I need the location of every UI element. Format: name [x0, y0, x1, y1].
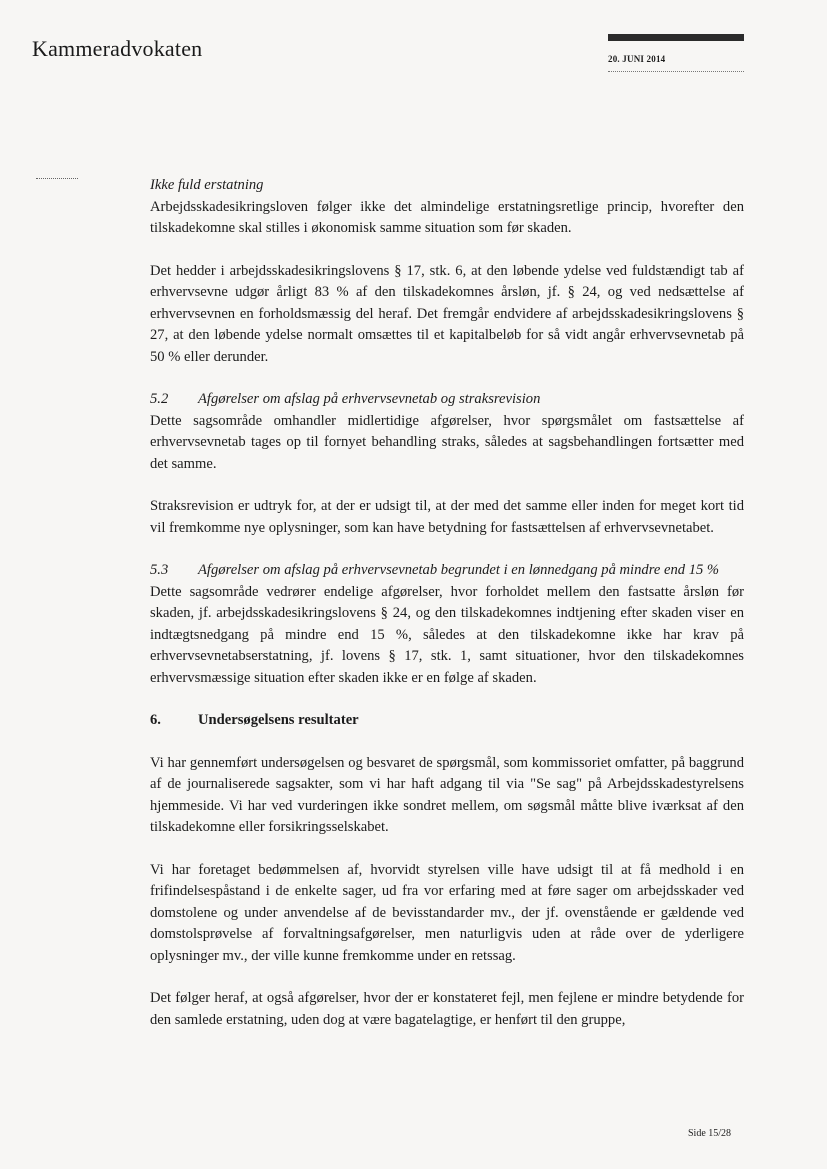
company-logo: Kammeradvokaten [32, 36, 203, 61]
section-title: Undersøgelsens resultater [198, 712, 359, 728]
paragraph: Det følger heraf, at også afgørelser, hvor der er konstateret fejl, men fejlene er mindre betydende for den samlede erstatning, uden dog at være bagatelagtige, er henført til den gruppe, [150, 990, 744, 1028]
section-title: Afgørelser om afslag på erhvervsevnetab og straksrevision [198, 391, 541, 407]
section-number: 6. [150, 712, 161, 728]
paragraph: Arbejdsskadesikringsloven følger ikke det almindelige erstatningsretlige princip, hvorefter den tilskadekomne skal stilles i økonomisk samme situation som før skaden. [150, 198, 744, 236]
paragraph: Straksrevision er udtryk for, at der er udsigt til, at der med det samme eller inden for meget kort tid vil fremkomme nye oplysninger, som kan have betydning for fastsættelsen af erhvervsevnetabet. [150, 498, 744, 536]
section-heading-5-3 [150, 560, 744, 582]
section-heading-6 [150, 710, 744, 732]
section-number: 5.3 [150, 562, 169, 578]
paragraph: Dette sagsområde vedrører endelige afgørelser, hvor forholdet mellem den fastsatte årsløn før skaden, jf. arbejdsskadesikringslovens § 24, og den tilskadekomnes indtjening efter skaden viser en indtægtsnedgang på mindre end 15 %, således at den tilskadekomne ikke har krav på erhvervsevnetabserstatning, jf. lovens § 17, stk. 1, samt situationer, hvor den tilskadekomnes erhvervsmæssige situation efter skaden ikke er en følge af skaden. [150, 583, 744, 686]
paragraph: Vi har foretaget bedømmelsen af, hvorvidt styrelsen ville have udsigt til at få medhold i en frifindelsespåstand i de enkelte sager, ud fra vor erfaring med at føre sager om arbejdsskader ved domstolene og under anvendelse af de bevisstandarder mv., der jf. ovenstående er gældende ved domstolsprøvelse af forvaltningsafgørelser, men naturligvis uden at råde over de yderligere oplysninger mv., der ville kunne fremkomme under en retssag. [150, 861, 744, 964]
section-heading-5-2 [150, 389, 744, 411]
date-divider [608, 71, 744, 72]
margin-divider [36, 178, 78, 179]
subheading-ikke-fuld-erstatning: Ikke fuld erstatning [150, 177, 264, 193]
document-body [150, 175, 744, 1031]
date-block [608, 34, 744, 72]
document-date: 20. JUNI 2014 [608, 54, 666, 64]
date-bar [608, 34, 744, 41]
paragraph: Det hedder i arbejdsskadesikringslovens § 17, stk. 6, at den løbende ydelse ved fuldstændigt tab af erhvervsevne udgør årligt 83 % af den tilskadekomnes årsløn, jf. § 24, og ved nedsættelse af erhvervsevnen en forholdsmæssig del heraf. Det fremgår endvidere af arbejdsskadesikringslovens § 27, at den løbende ydelse normalt omsættes til et kapitalbeløb for så vidt angår erhvervsevnetab på 50 % eller derunder. [150, 262, 744, 365]
paragraph: Vi har gennemført undersøgelsen og besvaret de spørgsmål, som kommissoriet omfatter, på baggrund af de journaliserede sagsakter, som vi har haft adgang til via "Se sag" på Arbejdsskadestyrelsens hjemmeside. Vi har ved vurderingen ikke sondret mellem, om søgsmål måtte blive iværksat af den tilskadekomne eller forsikringsselskabet. [150, 754, 744, 835]
page-number: Side 15/28 [688, 1128, 732, 1139]
section-title: Afgørelser om afslag på erhvervsevnetab begrundet i en lønnedgang på mindre end 15 % [198, 562, 720, 578]
section-number: 5.2 [150, 391, 169, 407]
paragraph: Dette sagsområde omhandler midlertidige afgørelser, hvor spørgsmålet om fastsættelse af erhvervsevnetab tages op til fornyet behandling straks, således at sagsbehandlingen fortsætter med det samme. [150, 412, 744, 472]
